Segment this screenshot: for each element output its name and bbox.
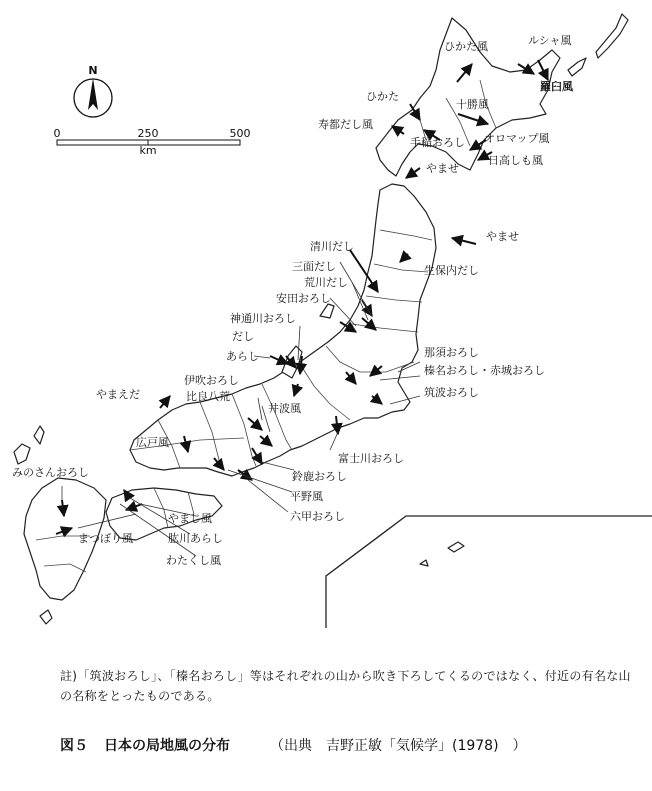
scale-bar (54, 127, 251, 157)
label-inami: 井波風 (268, 402, 301, 415)
label-watakushi: わたくし風 (166, 554, 221, 567)
label-yamase: やませ (486, 230, 519, 243)
label-arashi: あらし (226, 350, 259, 363)
arrow-yamase (452, 238, 476, 244)
label-kiyokawa: 清川だし (310, 240, 354, 253)
kuril-islands (596, 14, 628, 58)
label-ibuki: 伊吹おろし (184, 374, 239, 387)
scale-tick-0: 0 (53, 127, 61, 140)
island-kunashiri (568, 58, 586, 76)
arrow-dashi (270, 356, 288, 364)
figure-number: 図５ (60, 738, 88, 754)
label-hidaka: 日高しも風 (488, 154, 543, 167)
scale-tick-500: 500 (229, 127, 251, 140)
label-rokko: 六甲おろし (290, 510, 345, 523)
label-yasuda: 安田おろし (276, 292, 331, 305)
label-tsukuba: 筑波おろし (424, 386, 479, 399)
inset-islet (420, 560, 428, 566)
label-arakawa: 荒川だし (304, 276, 348, 289)
compass-icon (74, 64, 112, 117)
figure-caption (60, 735, 527, 755)
label-miomote: 三面だし (292, 260, 336, 273)
label-suttsu: 寿都だし風 (318, 118, 373, 131)
label-rausu: 羅臼風 (540, 80, 573, 93)
label-yamase-hokkaido: やませ (426, 162, 459, 175)
okinawa-inset (326, 516, 652, 628)
label-suzuka: 鈴鹿おろし (292, 470, 347, 483)
goto-islands (14, 444, 30, 464)
scale-unit: km (139, 144, 157, 157)
figure-source: （出典 吉野正敏「気候学」(1978) ） (270, 738, 527, 754)
label-hikata: ひかた (366, 90, 399, 103)
label-oromappu: オロマップ風 (484, 132, 550, 145)
arrow-yamaeda (160, 396, 170, 408)
label-yamaji: やまじ風 (168, 512, 212, 525)
label-fujikawa: 富士川おろし (338, 452, 404, 465)
label-hirano: 平野風 (290, 490, 323, 503)
label-haruna: 榛名おろし・赤城おろし (424, 364, 545, 377)
label-hijikawa: 肱川あらし (168, 532, 223, 545)
label-minosan: みのさんおろし (12, 466, 89, 479)
figure-title: 日本の局地風の分布 (104, 738, 230, 754)
compass-north-label: N (88, 64, 98, 77)
label-tokachi: 十勝風 (456, 98, 489, 111)
label-shogonai: 生保内だし (424, 264, 479, 277)
inset-island (448, 542, 464, 552)
yakushima-island (40, 610, 52, 624)
scale-tick-250: 250 (137, 127, 159, 140)
label-rusha: ルシャ風 (528, 34, 572, 47)
label-hiroto: 広戸風 (136, 436, 169, 449)
arrow-yamase-hokkaido (406, 168, 420, 178)
label-hikata-fu: ひかた風 (444, 40, 488, 53)
footnote: 註)「筑波おろし」、「榛名おろし」等はそれぞれの山から吹き下ろしてくるのではなく、付近の有名な山の名称をとったものである。 (60, 669, 631, 703)
label-jinzu: 神通川おろし (230, 312, 296, 325)
label-hira: 比良八荒 (186, 390, 230, 403)
label-teine: 手稲おろし (410, 136, 465, 149)
sado-island (320, 304, 334, 318)
label-matsubori: まつぼり風 (78, 532, 133, 545)
label-nasu: 那須おろし (424, 346, 479, 359)
label-yamaeda: やまえだ (96, 388, 140, 401)
label-dashi: だし (232, 330, 254, 343)
tsushima-island (34, 426, 44, 444)
